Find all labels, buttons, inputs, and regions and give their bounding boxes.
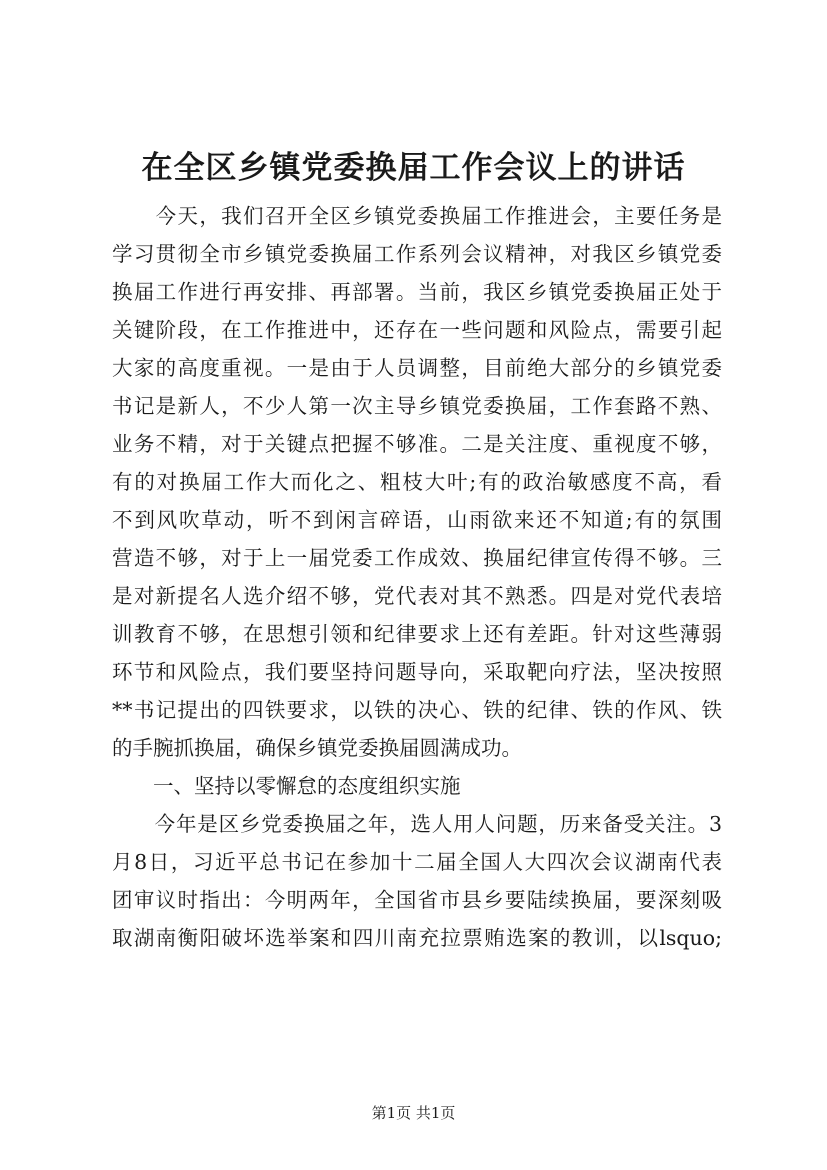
page-number-footer: 第1页 共1页 — [371, 1104, 456, 1122]
paragraph-1-line: 学习贯彻全市乡镇党委换届工作系列会议精神，对我区乡镇党委 — [112, 242, 722, 266]
paragraph-1-line: 有的对换届工作大而化之、粗枝大叶;有的政治敏感度不高，看 — [112, 470, 722, 494]
paragraph-2-line: 今年是区乡党委换届之年，选人用人问题，历来备受关注。3 — [112, 812, 722, 836]
paragraph-1-line: **书记提出的四铁要求，以铁的决心、铁的纪律、铁的作风、铁 — [112, 698, 722, 722]
section-heading-1: 一、坚持以零懈怠的态度组织实施 — [112, 774, 461, 798]
paragraph-1-line: 是对新提名人选介绍不够，党代表对其不熟悉。四是对党代表培 — [112, 584, 722, 608]
paragraph-1-line: 环节和风险点，我们要坚持问题导向，采取靶向疗法，坚决按照 — [112, 660, 722, 684]
paragraph-1-line: 业务不精，对于关键点把握不够准。二是关注度、重视度不够， — [112, 432, 722, 456]
paragraph-1-line: 不到风吹草动，听不到闲言碎语，山雨欲来还不知道;有的氛围 — [112, 508, 722, 532]
paragraph-1-line: 的手腕抓换届，确保乡镇党委换届圆满成功。 — [112, 736, 522, 760]
paragraph-1-line: 关键阶段，在工作推进中，还存在一些问题和风险点，需要引起 — [112, 318, 722, 342]
paragraph-2-line: 取湖南衡阳破坏选举案和四川南充拉票贿选案的教训，以lsquo; — [112, 926, 722, 950]
paragraph-1-line: 书记是新人，不少人第一次主导乡镇党委换届，工作套路不熟、 — [112, 394, 722, 418]
paragraph-1-line: 营造不够，对于上一届党委工作成效、换届纪律宣传得不够。三 — [112, 546, 722, 570]
paragraph-1-line: 大家的高度重视。一是由于人员调整，目前绝大部分的乡镇党委 — [112, 356, 722, 380]
paragraph-2-line: 月8日，习近平总书记在参加十二届全国人大四次会议湖南代表 — [112, 850, 722, 874]
paragraph-1-line: 训教育不够，在思想引领和纪律要求上还有差距。针对这些薄弱 — [112, 622, 722, 646]
paragraph-1-line: 今天，我们召开全区乡镇党委换届工作推进会，主要任务是 — [112, 204, 722, 228]
paragraph-2-line: 团审议时指出：今明两年，全国省市县乡要陆续换届，要深刻吸 — [112, 888, 722, 912]
paragraph-1-line: 换届工作进行再安排、再部署。当前，我区乡镇党委换届正处于 — [112, 280, 722, 304]
document-title: 在全区乡镇党委换届工作会议上的讲话 — [141, 150, 686, 186]
